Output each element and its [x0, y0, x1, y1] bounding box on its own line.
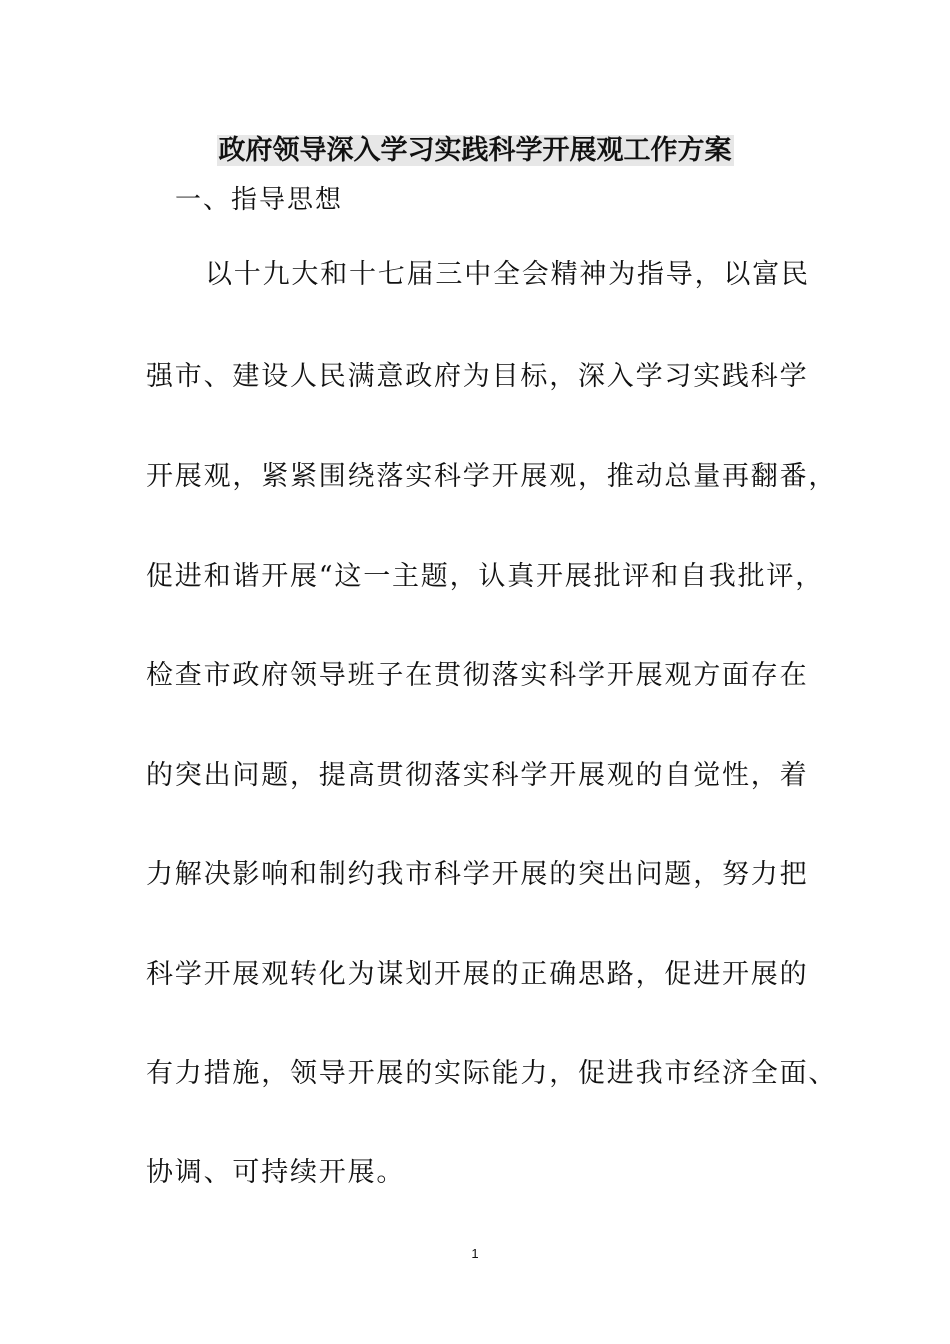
paragraph-line: 强市、建设人民满意政府为目标，深入学习实践科学: [146, 361, 809, 392]
document-title-text: 政府领导深入学习实践科学开展观工作方案: [218, 135, 732, 166]
section-heading: 一、指导思想: [175, 185, 344, 215]
paragraph-line: 的突出问题，提高贯彻落实科学开展观的自觉性，着: [146, 760, 809, 791]
paragraph-line: 科学开展观转化为谋划开展的正确思路，促进开展的: [146, 959, 809, 990]
paragraph-line: 检查市政府领导班子在贯彻落实科学开展观方面存在: [146, 660, 809, 691]
paragraph-line: 以十九大和十七届三中全会精神为指导，以富民: [205, 259, 810, 290]
paragraph-line: 有力措施，领导开展的实际能力，促进我市经济全面、: [146, 1058, 838, 1089]
page-number: 1: [471, 1246, 479, 1261]
paragraph-line: 力解决影响和制约我市科学开展的突出问题，努力把: [146, 859, 809, 890]
paragraph-line: 促进和谐开展“这一主题，认真开展批评和自我批评，: [146, 561, 825, 592]
paragraph-line: 开展观，紧紧围绕落实科学开展观，推动总量再翻番，: [146, 461, 838, 492]
document-title: [0, 132, 950, 170]
paragraph-line: 协调、可持续开展。: [146, 1157, 406, 1188]
